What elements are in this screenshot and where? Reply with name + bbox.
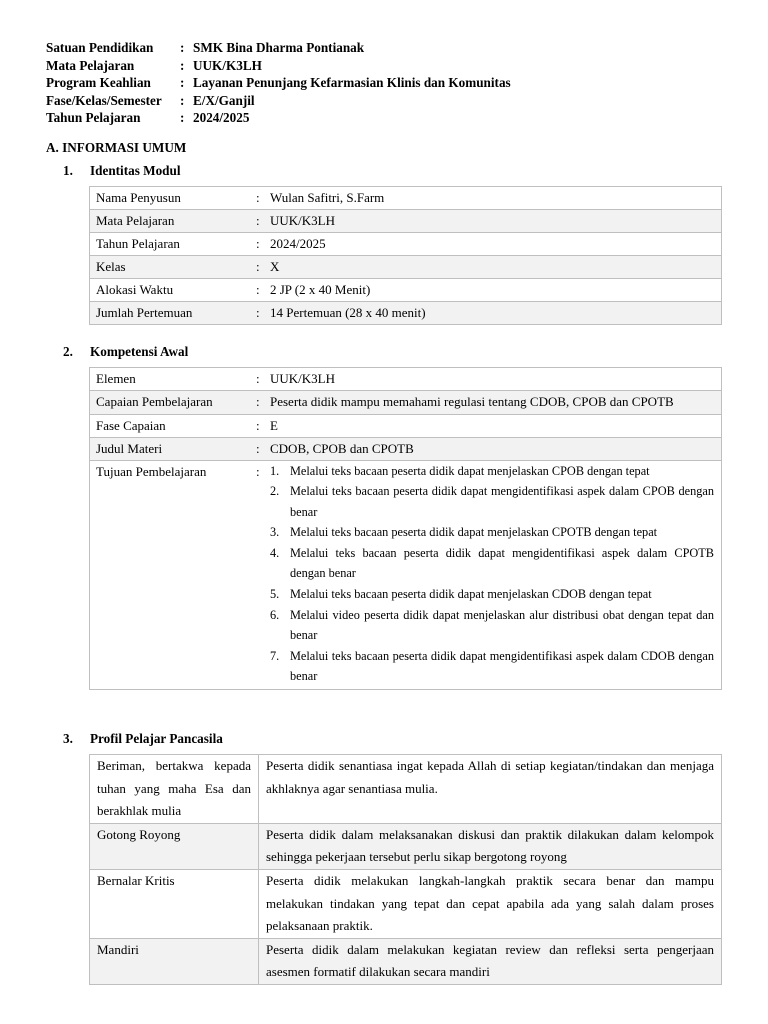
header-colon: : <box>180 40 185 55</box>
list-item <box>270 461 714 482</box>
table-row <box>90 368 722 391</box>
row-key: Nama Penyusun <box>90 187 257 210</box>
profil-description: Peserta didik dalam melaksanakan diskusi dan praktik dilakukan dalam kelompok sehingga pekerjaan tersebut perlu sikap bergotong royong <box>259 823 722 869</box>
table-row <box>90 823 722 869</box>
table-row <box>90 256 722 279</box>
header-row <box>46 57 511 75</box>
row-key: Elemen <box>90 368 257 391</box>
table-row <box>90 414 722 437</box>
list-text: Melalui teks bacaan peserta didik dapat menjelaskan CPOB dengan tepat <box>290 463 650 478</box>
list-item <box>270 522 714 543</box>
header-colon: : <box>180 75 185 90</box>
list-number: 4. <box>270 545 280 560</box>
section-heading: A. INFORMASI UMUM <box>46 140 187 155</box>
table-row <box>90 233 722 256</box>
subsection-heading <box>63 344 188 360</box>
list-number: 1. <box>270 463 280 478</box>
list-number: 7. <box>270 648 280 663</box>
profil-table <box>89 754 722 985</box>
row-value: Peserta didik mampu memahami regulasi tentang CDOB, CPOB dan CPOTB <box>270 391 722 415</box>
header-value: E/X/Ganjil <box>193 92 255 108</box>
header-value: 2024/2025 <box>193 110 250 125</box>
row-key: Judul Materi <box>90 437 257 460</box>
table-row <box>90 460 722 690</box>
subsection-title: Profil Pelajar Pancasila <box>90 731 223 746</box>
list-item <box>270 646 714 687</box>
table-row <box>90 187 722 210</box>
list-item <box>270 584 714 605</box>
identitas-table <box>89 186 722 325</box>
list-item <box>270 605 714 646</box>
row-value: UUK/K3LH <box>270 210 722 233</box>
row-key: Alokasi Waktu <box>90 279 257 302</box>
list-text: Melalui teks bacaan peserta didik dapat menjelaskan CPOTB dengan tepat <box>290 525 658 540</box>
header-key: Tahun Pelajaran <box>46 110 141 125</box>
table-row <box>90 938 722 984</box>
row-colon: : <box>256 368 270 391</box>
row-value: 2024/2025 <box>270 233 722 256</box>
profil-aspect: Mandiri <box>90 938 259 984</box>
row-colon: : <box>256 187 270 210</box>
header-row <box>46 109 511 127</box>
profil-aspect: Gotong Royong <box>90 823 259 869</box>
row-colon: : <box>256 460 270 690</box>
profil-description: Peserta didik senantiasa ingat kepada Allah di setiap kegiatan/tindakan dan menjaga akhlaknya agar senantiasa mulia. <box>259 755 722 824</box>
row-colon: : <box>256 414 270 437</box>
row-colon: : <box>256 437 270 460</box>
tujuan-list <box>270 461 714 688</box>
subsection-number: 2. <box>63 344 73 359</box>
table-row <box>90 391 722 415</box>
row-key: Kelas <box>90 256 257 279</box>
list-item <box>270 481 714 522</box>
row-value: E <box>270 414 722 437</box>
row-value: UUK/K3LH <box>270 368 722 391</box>
subsection-title: Identitas Modul <box>90 163 181 178</box>
row-colon: : <box>256 391 270 415</box>
row-value: 2 JP (2 x 40 Menit) <box>270 279 722 302</box>
table-row <box>90 755 722 824</box>
header-value: UUK/K3LH <box>193 57 262 73</box>
table-row <box>90 210 722 233</box>
subsection-number: 1. <box>63 163 73 178</box>
row-colon: : <box>256 256 270 279</box>
list-text: Melalui video peserta didik dapat menjelaskan alur distribusi obat dengan tepat dan benar <box>290 607 714 643</box>
table-row <box>90 279 722 302</box>
header-key: Program Keahlian <box>46 75 151 90</box>
row-value: X <box>270 256 722 279</box>
list-number: 6. <box>270 607 280 622</box>
row-key: Tahun Pelajaran <box>90 233 257 256</box>
header-key: Satuan Pendidikan <box>46 40 154 55</box>
header-row <box>46 39 511 57</box>
row-colon: : <box>256 279 270 302</box>
table-row <box>90 437 722 460</box>
profil-description: Peserta didik melakukan langkah-langkah praktik secara benar dan mampu melakukan tindakan yang tepat dan cepat apabila ada yang salah dalam proses pelaksanaan praktik. <box>259 869 722 938</box>
header-key: Mata Pelajaran <box>46 57 135 73</box>
profil-aspect: Beriman, bertakwa kepada tuhan yang maha Esa dan berakhlak mulia <box>90 755 259 824</box>
list-item <box>270 543 714 584</box>
table-row <box>90 869 722 938</box>
list-text: Melalui teks bacaan peserta didik dapat mengidentifikasi aspek dalam CPOTB dengan benar <box>290 545 714 581</box>
row-colon: : <box>256 302 270 325</box>
list-text: Melalui teks bacaan peserta didik dapat menjelaskan CDOB dengan tepat <box>290 587 652 602</box>
profil-description: Peserta didik dalam melakukan kegiatan review dan refleksi serta pengerjaan asesmen formatif dilakukan secara mandiri <box>259 938 722 984</box>
row-value: Wulan Safitri, S.Farm <box>270 187 722 210</box>
subsection-title: Kompetensi Awal <box>90 344 189 359</box>
list-text: Melalui teks bacaan peserta didik dapat mengidentifikasi aspek dalam CPOB dengan benar <box>290 484 714 519</box>
row-key: Jumlah Pertemuan <box>90 302 257 325</box>
row-value: 14 Pertemuan (28 x 40 menit) <box>270 302 722 325</box>
row-colon: : <box>256 233 270 256</box>
header-colon: : <box>180 110 185 125</box>
profil-aspect: Bernalar Kritis <box>90 869 259 938</box>
subsection-number: 3. <box>63 731 73 746</box>
header-colon: : <box>180 92 185 108</box>
kompetensi-table <box>89 367 722 690</box>
row-key: Fase Capaian <box>90 414 257 437</box>
list-text: Melalui teks bacaan peserta didik dapat mengidentifikasi aspek dalam CDOB dengan benar <box>290 648 714 684</box>
table-row <box>90 302 722 325</box>
header-key: Fase/Kelas/Semester <box>46 92 162 108</box>
subsection-heading <box>63 731 223 747</box>
header-value: Layanan Penunjang Kefarmasian Klinis dan Komunitas <box>193 75 511 90</box>
tujuan-list-cell <box>270 460 722 690</box>
header-value: SMK Bina Dharma Pontianak <box>193 40 365 55</box>
list-number: 5. <box>270 587 280 602</box>
row-key: Tujuan Pembelajaran <box>90 460 257 690</box>
row-value: CDOB, CPOB dan CPOTB <box>270 437 722 460</box>
row-colon: : <box>256 210 270 233</box>
header-colon: : <box>180 57 185 73</box>
list-number: 3. <box>270 525 280 540</box>
header-row <box>46 74 511 92</box>
row-key: Mata Pelajaran <box>90 210 257 233</box>
subsection-heading <box>63 163 181 179</box>
row-key: Capaian Pembelajaran <box>90 391 257 415</box>
header-row <box>46 92 511 110</box>
document-header <box>46 39 511 127</box>
list-number: 2. <box>270 484 280 499</box>
